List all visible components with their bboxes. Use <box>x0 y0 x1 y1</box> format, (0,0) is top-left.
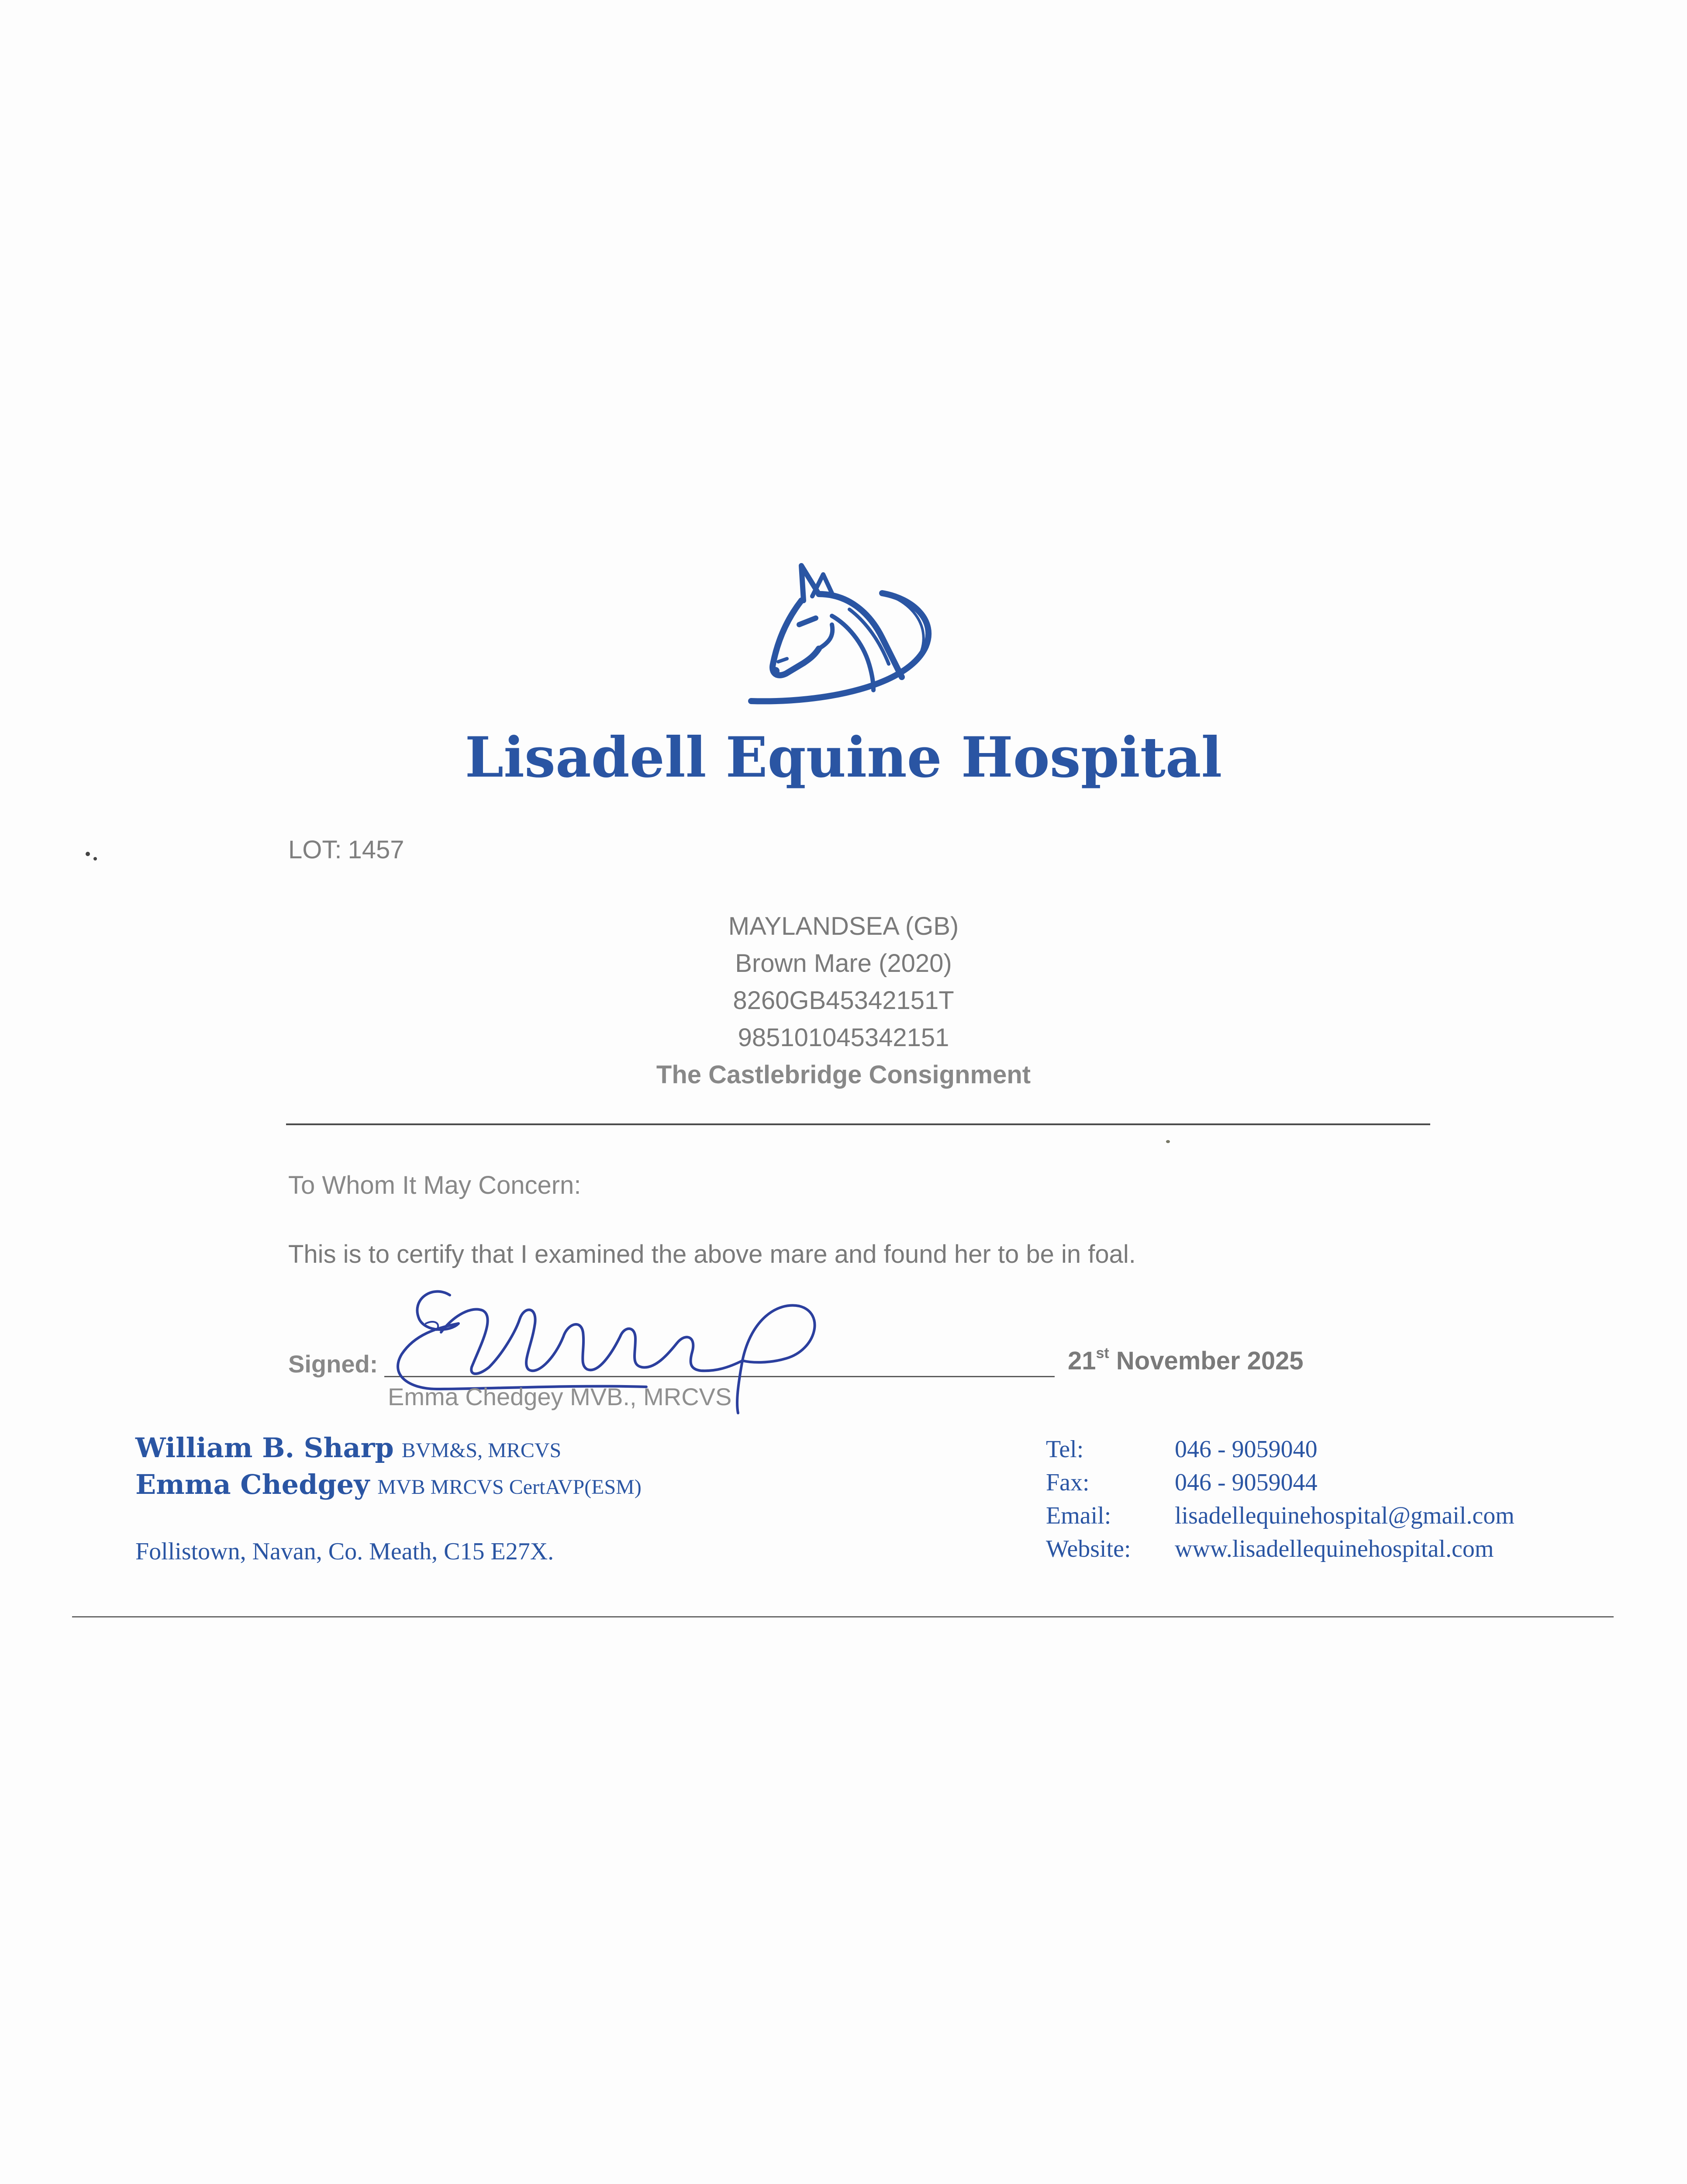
horse-ueln: 8260GB45342151T <box>733 986 954 1015</box>
vet-qualifications: MVB MRCVS CertAVP(ESM) <box>377 1476 642 1499</box>
signed-label: Signed: <box>288 1350 378 1378</box>
horse-name: MAYLANDSEA (GB) <box>728 912 959 940</box>
email-value: lisadellequinehospital@gmail.com <box>1175 1502 1515 1529</box>
scan-speck <box>86 852 90 856</box>
contact-row-email <box>1046 1499 1515 1532</box>
lot-label: LOT: <box>288 836 342 864</box>
tel-value: 046 - 9059040 <box>1175 1436 1318 1463</box>
horse-description: Brown Mare (2020) <box>735 949 952 978</box>
horse-head-icon <box>738 559 948 716</box>
vet-entry <box>135 1432 561 1464</box>
vet-name: Emma Chedgey <box>135 1469 370 1500</box>
vet-name: William B. Sharp <box>135 1432 394 1464</box>
footer-divider <box>72 1616 1614 1617</box>
consignor: The Castlebridge Consignment <box>656 1061 1031 1089</box>
contact-row-website <box>1046 1532 1515 1565</box>
contact-block <box>1046 1433 1515 1565</box>
date-suffix: st <box>1096 1344 1109 1362</box>
lot-number <box>288 835 404 864</box>
vet-qualifications: BVM&S, MRCVS <box>401 1439 562 1462</box>
lot-value: 1457 <box>348 836 404 864</box>
email-label: Email: <box>1046 1502 1111 1529</box>
website-label: Website: <box>1046 1535 1131 1562</box>
certification-text: This is to certify that I examined the above mare and found her to be in foal. <box>288 1240 1136 1268</box>
divider <box>286 1123 1430 1125</box>
signer-name: Emma Chedgey MVB., MRCVS <box>388 1383 732 1410</box>
scan-speck <box>93 857 97 860</box>
hospital-name: Lisadell Equine Hospital <box>465 725 1222 790</box>
website-value: www.lisadellequinehospital.com <box>1175 1535 1494 1562</box>
fax-label: Fax: <box>1046 1469 1090 1496</box>
scan-speck <box>1166 1140 1170 1143</box>
horse-microchip: 985101045342151 <box>738 1023 949 1052</box>
contact-row-fax <box>1046 1466 1515 1499</box>
horse-details <box>0 908 1687 1093</box>
fax-value: 046 - 9059044 <box>1175 1469 1318 1496</box>
date-month-year: November 2025 <box>1116 1347 1304 1375</box>
date-day: 21 <box>1068 1347 1096 1375</box>
contact-row-tel <box>1046 1433 1515 1466</box>
tel-label: Tel: <box>1046 1436 1084 1463</box>
vet-entry <box>135 1469 642 1500</box>
hospital-address: Follistown, Navan, Co. Meath, C15 E27X. <box>135 1538 554 1565</box>
signature-date <box>1068 1346 1304 1375</box>
salutation: To Whom It May Concern: <box>288 1171 581 1199</box>
